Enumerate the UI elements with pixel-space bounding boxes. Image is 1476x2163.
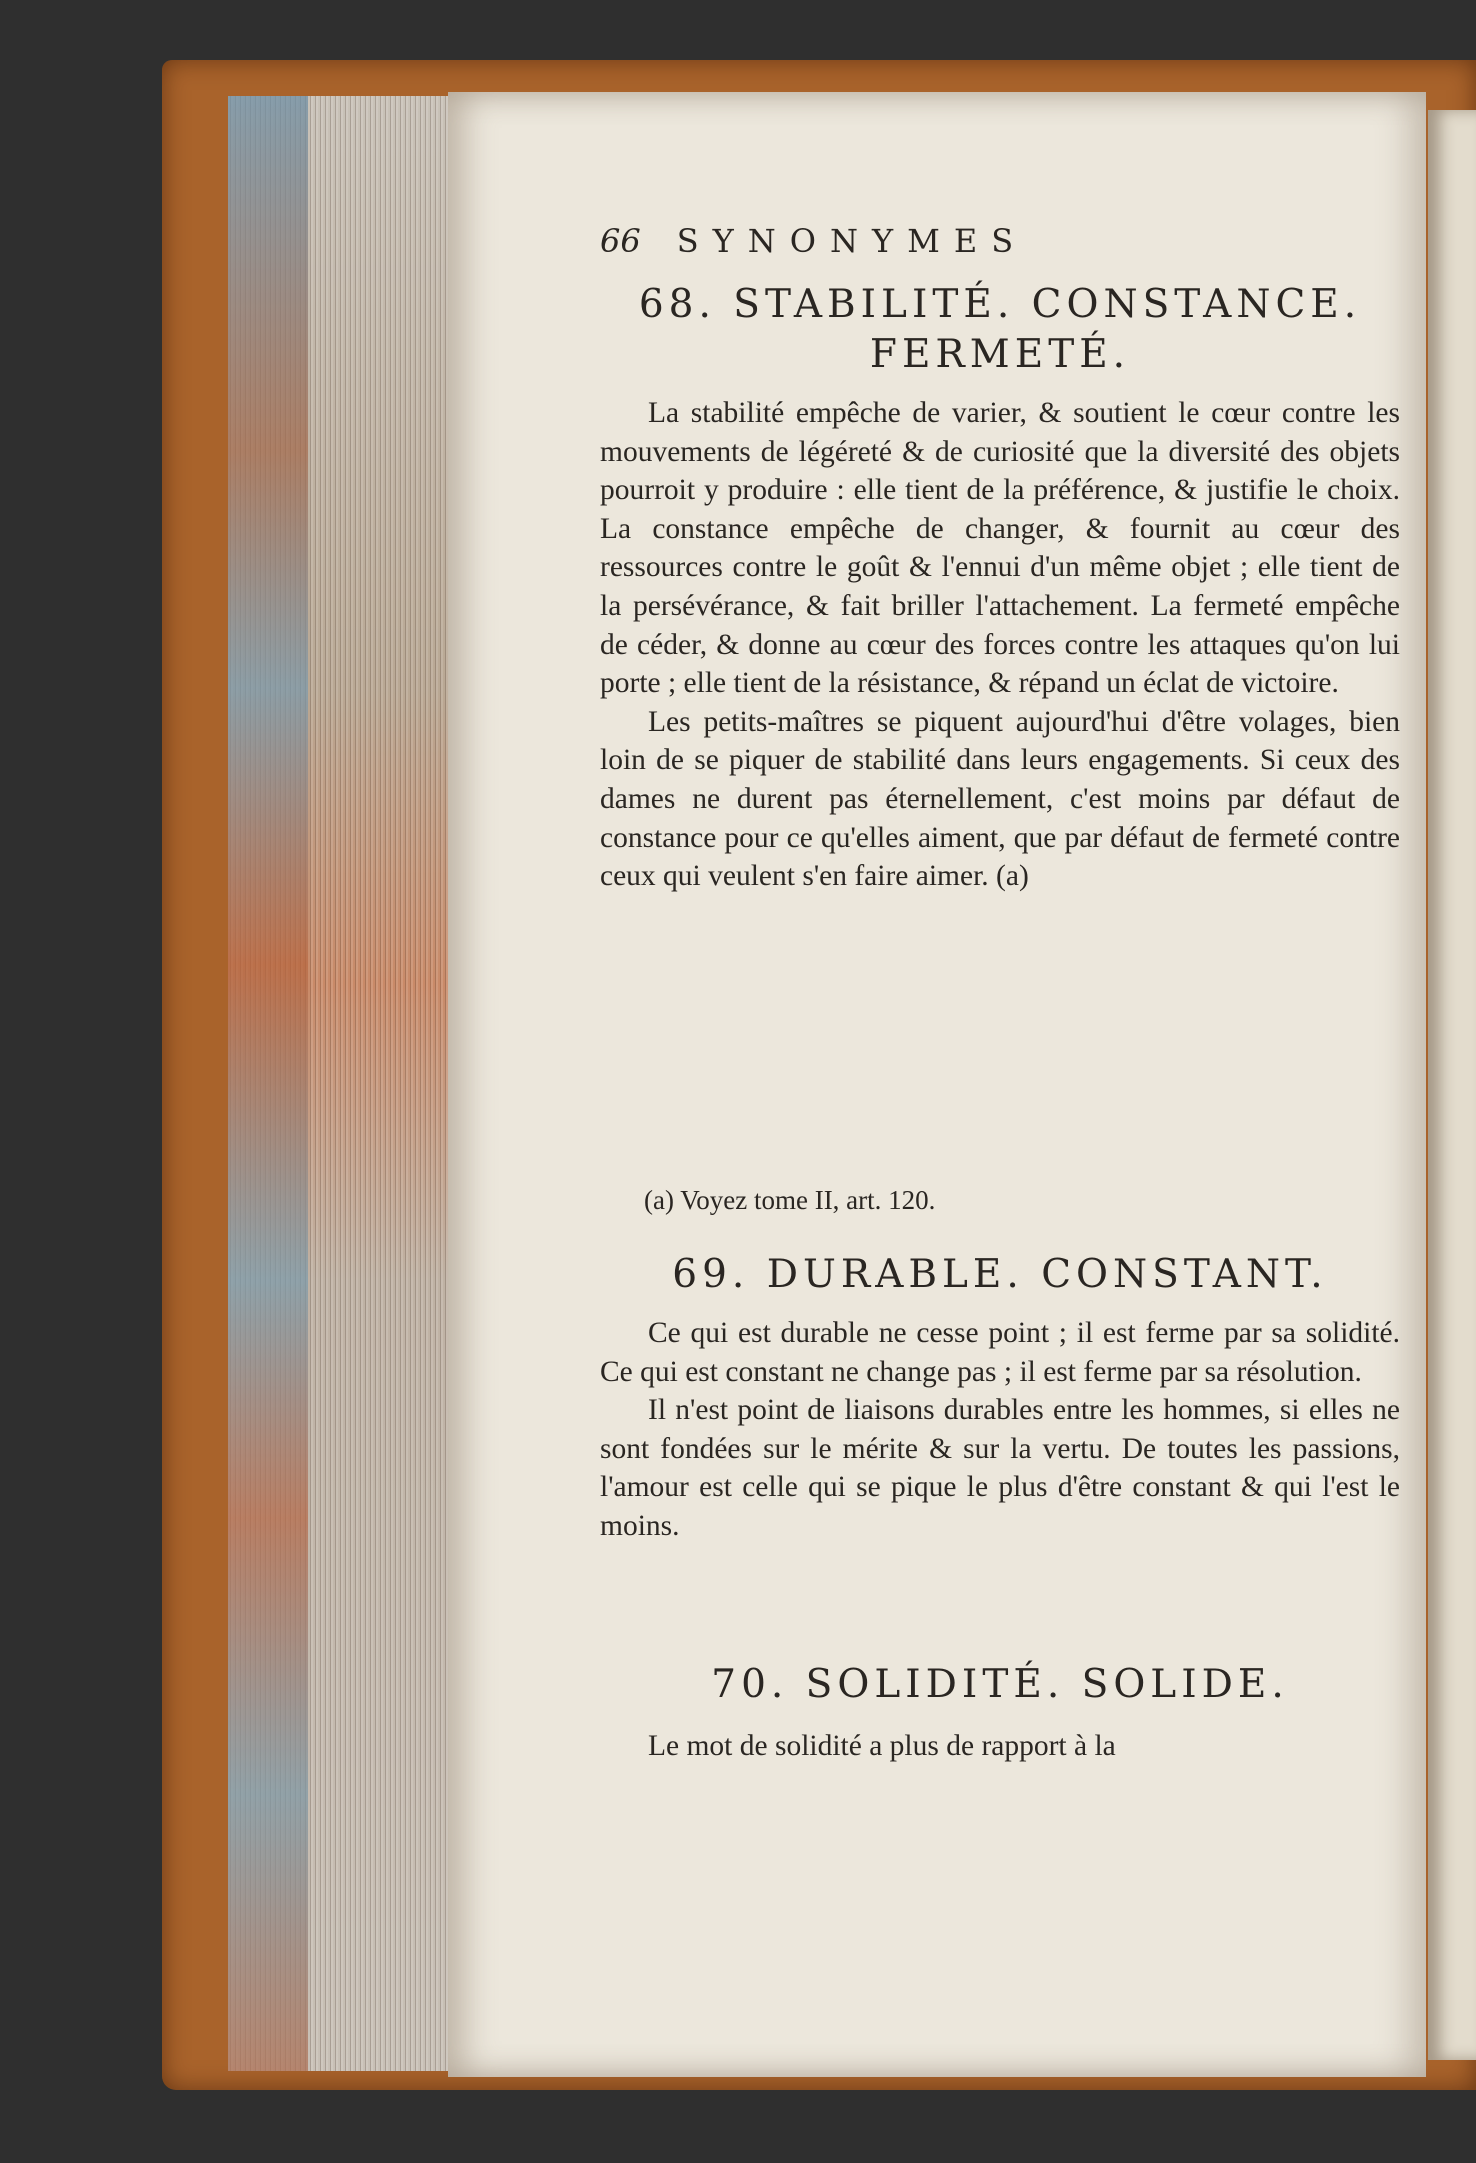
marbled-edge [228, 96, 308, 2071]
entry-heading: 68. STABILITÉ. CONSTANCE. [638, 282, 1362, 327]
entry-heading: 69. DURABLE. CONSTANT. [672, 1252, 1328, 1297]
entry-68 [600, 280, 1400, 380]
book-page [448, 92, 1426, 2077]
running-title: SYNONYMES [676, 222, 1028, 260]
paragraph: Il n'est point de liaisons durables entre les hommes, si elles ne sont fondées sur le mérite & sur la vertu. De toutes les passions, l'amour est celle qui se pique le plus d'être constant & qui l'est le moins. [600, 1394, 1400, 1542]
running-head [600, 222, 1400, 272]
entry-70 [600, 1660, 1400, 1710]
entry-heading-line2: FERMETÉ. [869, 332, 1131, 377]
paragraph: Ce qui est durable ne cesse point ; il est ferme par sa solidité. Ce qui est constant ne change pas ; il est ferme par sa résolution. [600, 1317, 1400, 1388]
footnote-text: (a) Voyez tome II, art. 120. [644, 1185, 936, 1215]
entry-69-body [600, 1314, 1400, 1546]
entry-70-body [600, 1727, 1400, 1766]
page-number: 66 [600, 222, 641, 260]
entry-69 [600, 1250, 1400, 1300]
facing-page-edge [1428, 110, 1476, 2060]
paragraph: Les petits-maîtres se piquent aujourd'hui d'être volages, bien loin de se piquer de stabilité dans leurs engagements. Si ceux des dames ne durent pas éternellement, c'est moins par défaut de constance pour ce qu'elles aiment, que par défaut de fermeté contre ceux qui veulent s'en faire aimer. (a) [600, 705, 1400, 893]
footnote [600, 1180, 1400, 1220]
entry-68-body [600, 394, 1400, 896]
paragraph: Le mot de solidité a plus de rapport à la [648, 1730, 1116, 1762]
paragraph: La stabilité empêche de varier, & soutient le cœur contre les mouvements de légéreté & de curiosité que la diversité des objets pourroit y produire : elle tient de la préférence, & justifie le choix. La constance empêche de changer, & fournit au cœur des ressources contre le goût & l'ennui d'un même objet ; elle tient de la persévérance, & fait briller l'attachement. La fermeté empêche de céder, & donne au cœur des forces contre les attaques qu'on lui porte ; elle tient de la résistance, & répand un éclat de victoire. [600, 397, 1400, 700]
entry-heading: 70. SOLIDITÉ. SOLIDE. [711, 1662, 1289, 1707]
